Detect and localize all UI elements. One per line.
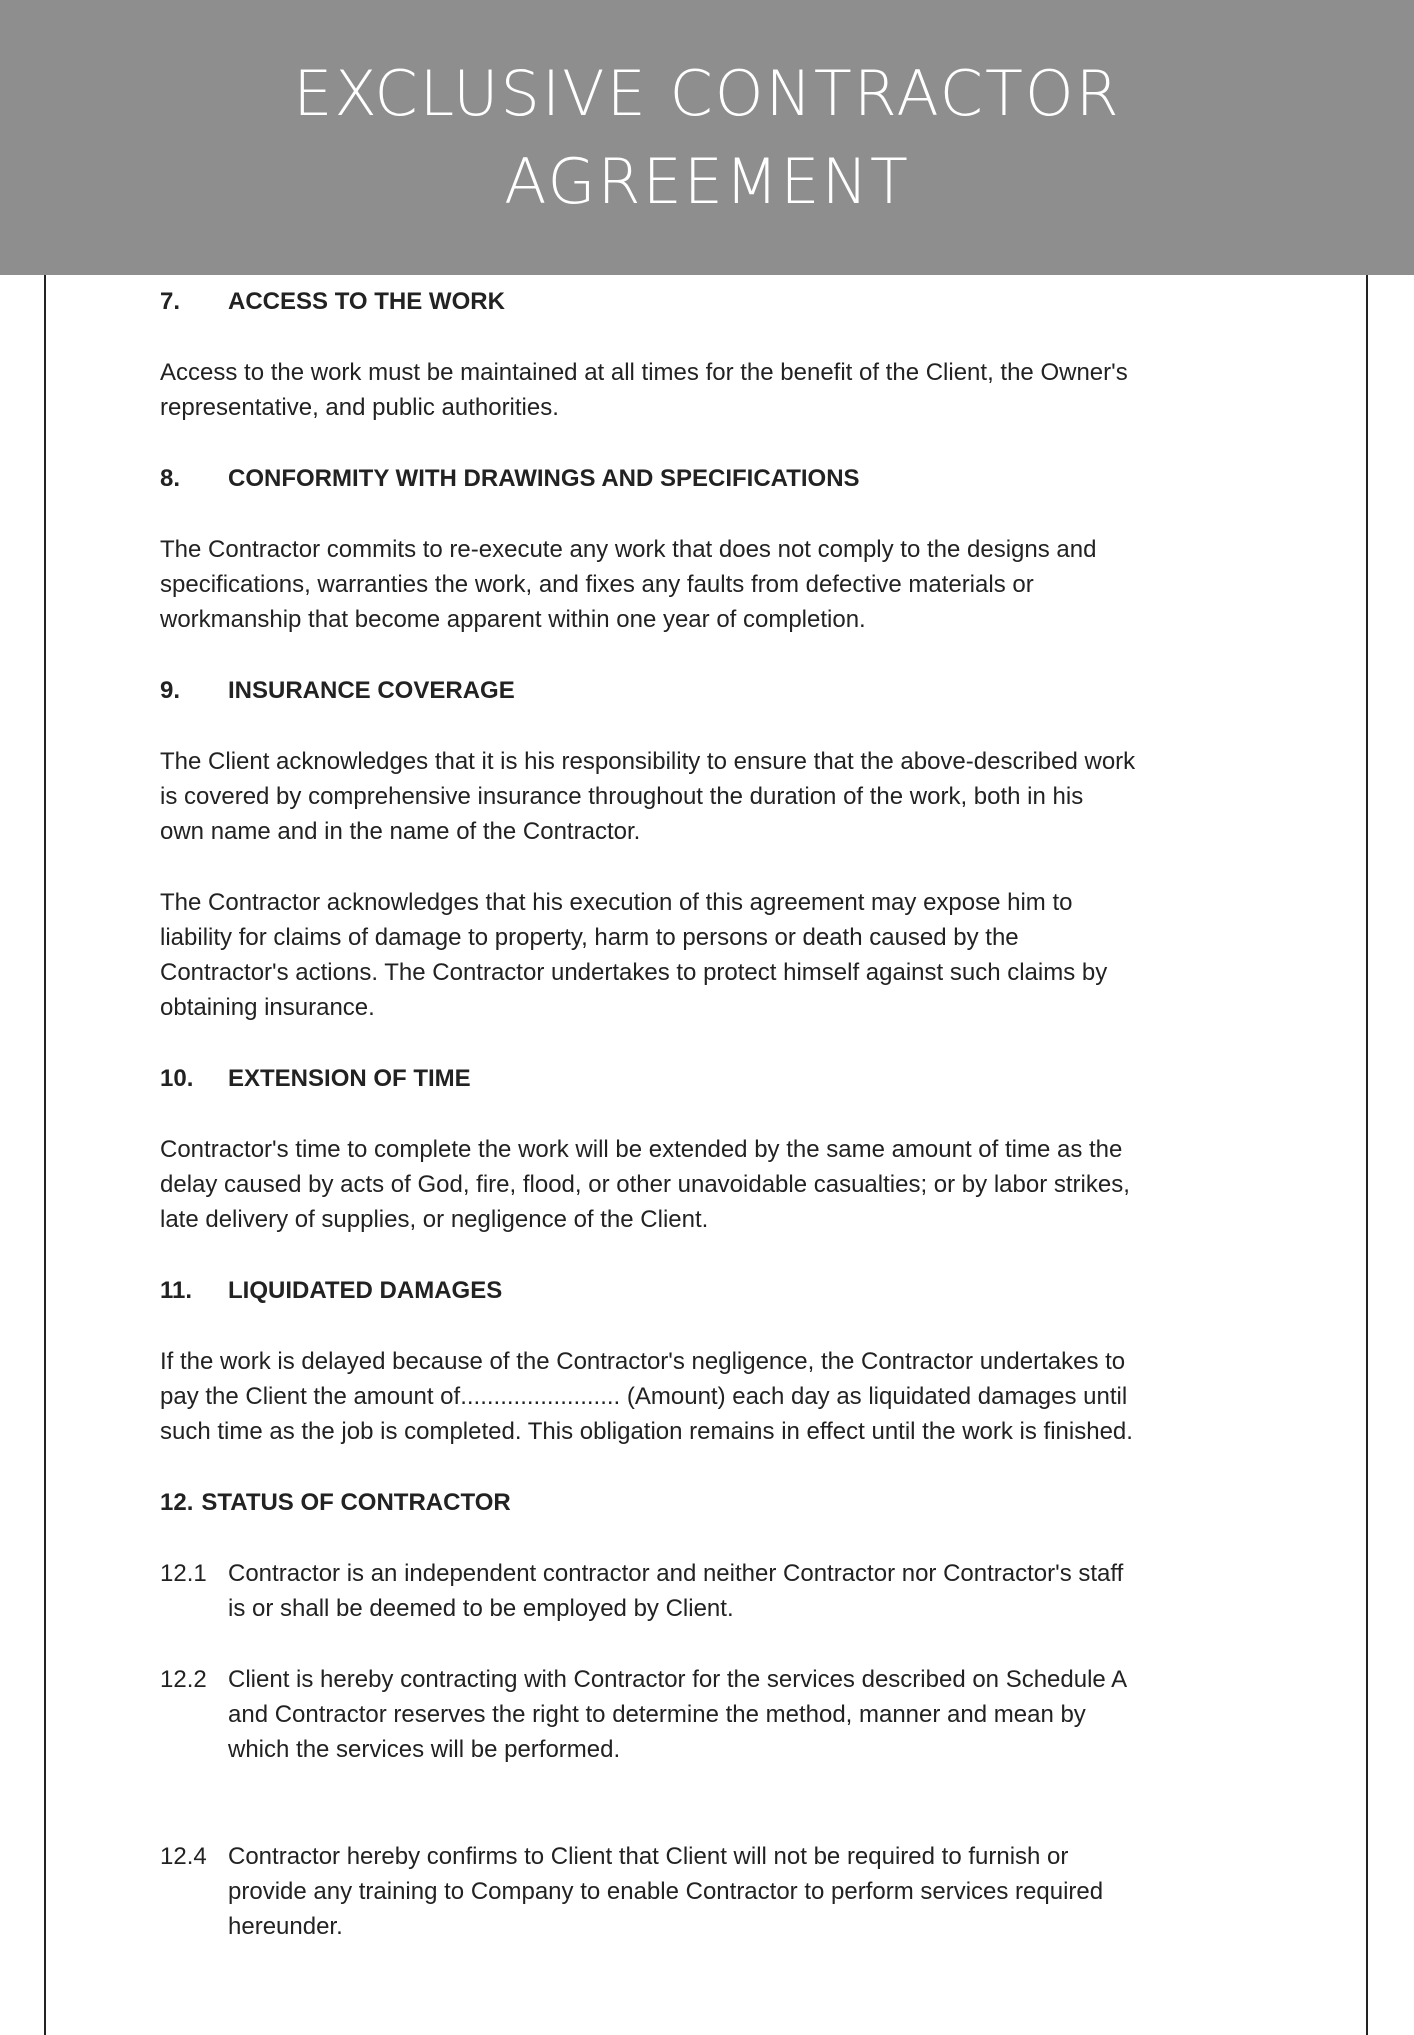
section-number: 7. <box>160 288 181 315</box>
clause-12-1 <box>160 1556 1260 1626</box>
section-number: 9. <box>160 677 181 704</box>
banner-title-line-1: EXCLUSIVE CONTRACTOR <box>293 56 1121 130</box>
banner-title-line-2: AGREEMENT <box>504 144 910 218</box>
text-line: is covered by comprehensive insurance throughout the duration of the work, both in his <box>160 783 1084 810</box>
clause-number: 12.1 <box>160 1560 207 1587</box>
text-line: The Client acknowledges that it is his responsibility to ensure that the above-described work <box>160 748 1136 775</box>
section-9-paragraph-2 <box>160 885 1260 1025</box>
clause-text <box>228 1556 1260 1626</box>
section-8-paragraph <box>160 532 1260 637</box>
clause-text <box>228 1662 1260 1767</box>
clause-number: 12.2 <box>160 1666 207 1693</box>
text-line: workmanship that become apparent within one year of completion. <box>160 606 866 633</box>
text-line: hereunder. <box>228 1913 343 1940</box>
text-line: Contractor's actions. The Contractor undertakes to protect himself against such claims by <box>160 959 1108 986</box>
section-number: 11. <box>160 1277 193 1304</box>
section-7-paragraph <box>160 355 1260 425</box>
clause-number: 12.4 <box>160 1843 207 1870</box>
clause-text <box>228 1839 1260 1944</box>
clause-12-2 <box>160 1662 1260 1767</box>
section-number: 12. <box>160 1489 194 1516</box>
text-line: own name and in the name of the Contractor. <box>160 818 641 845</box>
text-line: pay the Client the amount of........................ (Amount) each day as liquidated damages until <box>160 1383 1128 1410</box>
text-line: Access to the work must be maintained at all times for the benefit of the Client, the Owner's <box>160 359 1128 386</box>
text-line: and Contractor reserves the right to determine the method, manner and mean by <box>228 1701 1086 1728</box>
section-10-paragraph <box>160 1132 1260 1237</box>
section-title: EXTENSION OF TIME <box>228 1065 471 1092</box>
text-line: Client is hereby contracting with Contractor for the services described on Schedule A <box>228 1666 1128 1693</box>
section-number: 10. <box>160 1065 194 1092</box>
text-line: Contractor is an independent contractor and neither Contractor nor Contractor's staff <box>228 1560 1124 1587</box>
section-11-paragraph <box>160 1344 1260 1449</box>
text-line: obtaining insurance. <box>160 994 375 1021</box>
section-title: CONFORMITY WITH DRAWINGS AND SPECIFICATIONS <box>228 465 860 492</box>
section-title: ACCESS TO THE WORK <box>228 288 505 315</box>
text-line: which the services will be performed. <box>228 1736 621 1763</box>
section-7-heading <box>160 284 1260 319</box>
section-title: INSURANCE COVERAGE <box>228 677 515 704</box>
text-line: The Contractor acknowledges that his execution of this agreement may expose him to <box>160 889 1073 916</box>
title-banner <box>0 0 1414 275</box>
section-number: 8. <box>160 465 181 492</box>
section-11-heading <box>160 1273 1260 1308</box>
text-line: Contractor's time to complete the work will be extended by the same amount of time as the <box>160 1136 1123 1163</box>
text-line: representative, and public authorities. <box>160 394 559 421</box>
section-8-heading <box>160 461 1260 496</box>
section-title: STATUS OF CONTRACTOR <box>201 1489 511 1516</box>
clause-12-4 <box>160 1839 1260 1944</box>
section-12-heading <box>160 1485 1260 1520</box>
text-line: Contractor hereby confirms to Client that Client will not be required to furnish or <box>228 1843 1069 1870</box>
section-10-heading <box>160 1061 1260 1096</box>
text-line: provide any training to Company to enable Contractor to perform services required <box>228 1878 1104 1905</box>
section-9-heading <box>160 673 1260 708</box>
text-line: late delivery of supplies, or negligence of the Client. <box>160 1206 709 1233</box>
document-body <box>160 284 1260 1944</box>
text-line: delay caused by acts of God, fire, flood, or other unavoidable casualties; or by labor strikes, <box>160 1171 1130 1198</box>
section-title: LIQUIDATED DAMAGES <box>228 1277 503 1304</box>
text-line: specifications, warranties the work, and fixes any faults from defective materials or <box>160 571 1034 598</box>
text-line: liability for claims of damage to property, harm to persons or death caused by the <box>160 924 1019 951</box>
text-line: If the work is delayed because of the Contractor's negligence, the Contractor undertakes to <box>160 1348 1126 1375</box>
text-line: such time as the job is completed. This obligation remains in effect until the work is finished. <box>160 1418 1133 1445</box>
text-line: is or shall be deemed to be employed by Client. <box>228 1595 734 1622</box>
text-line: The Contractor commits to re-execute any work that does not comply to the designs and <box>160 536 1097 563</box>
section-9-paragraph-1 <box>160 744 1260 849</box>
